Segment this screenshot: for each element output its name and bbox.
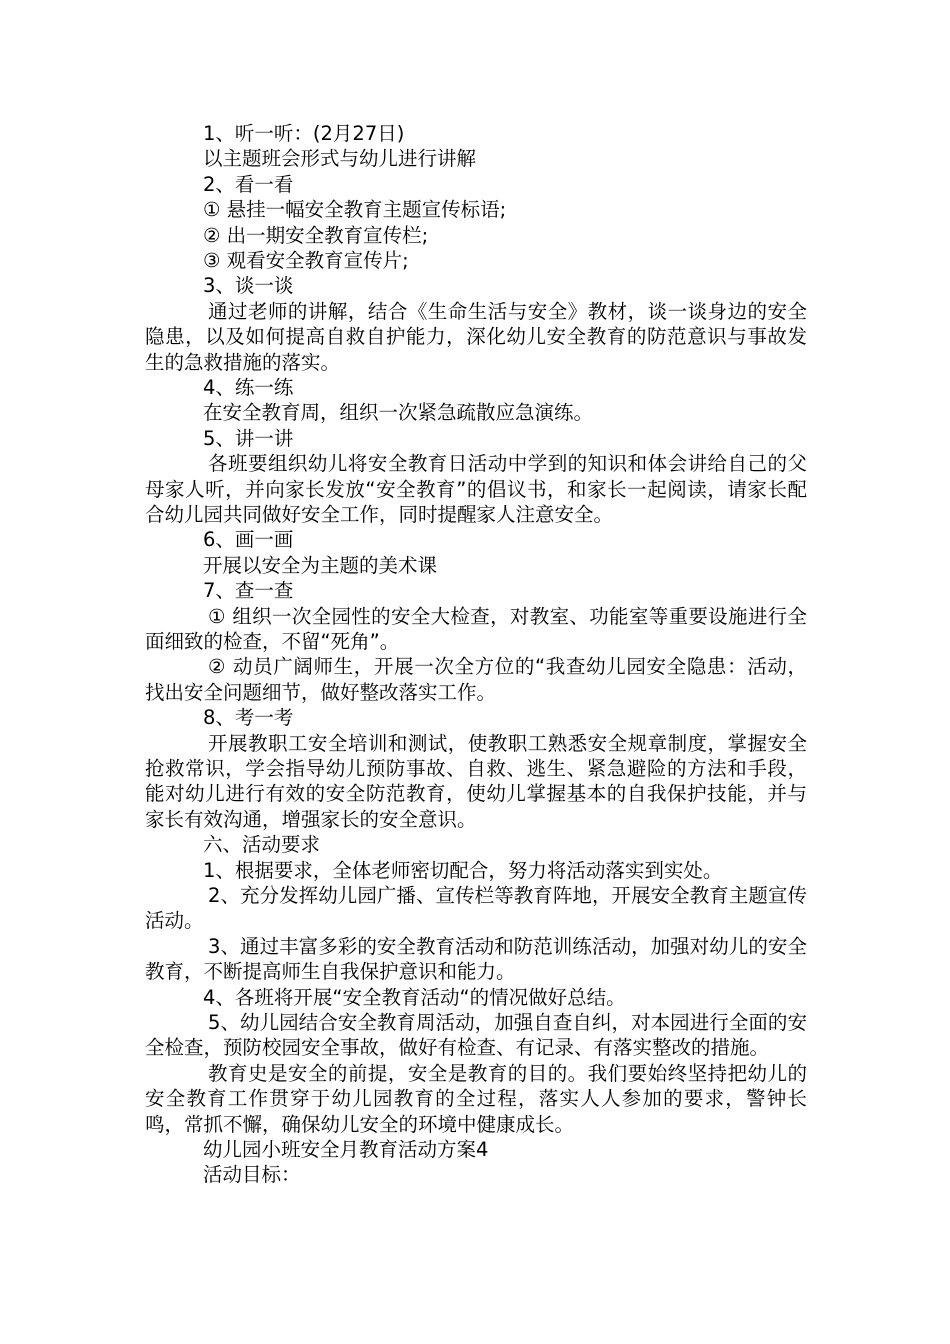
- paragraph: 3、通过丰富多彩的安全教育活动和防范训练活动，加强对幼儿的安全教育，不断提高师生自我保护意识和能力。: [145, 934, 807, 984]
- paragraph: 开展教职工安全培训和测试，使教职工熟悉安全规章制度，掌握安全抢救常识，学会指导幼儿预防事故、自救、逃生、紧急避险的方法和手段，能对幼儿进行有效的安全防范教育，使幼儿掌握基本的自我保护技能，并与家长有效沟通，增强家长的安全意识。: [145, 731, 807, 831]
- paragraph: ② 动员广阔师生，开展一次全方位的“我查幼儿园安全隐患：活动，找出安全问题细节，做好整改落实工作。: [145, 655, 807, 704]
- paragraph: 2、充分发挥幼儿园广播、宣传栏等教育阵地，开展安全教育主题宣传活动。: [145, 883, 807, 933]
- text-line: 1、听一听：(2月27日): [203, 122, 405, 145]
- document-body: [145, 121, 807, 1188]
- text-line: 3、谈一谈: [203, 274, 294, 298]
- text-line: 幼儿园小班安全月教育活动方案4: [203, 1137, 489, 1161]
- text-line: 以主题班会形式与幼儿进行讲解: [203, 147, 477, 171]
- text-line: ③ 观看安全教育宣传片;: [203, 248, 409, 272]
- paragraph: 各班要组织幼儿将安全教育日活动中学到的知识和体会讲给自己的父母家人听，并向家长发放“安全教育”的倡议书，和家长一起阅读，请家长配合幼儿园共同做好安全工作，同时提醒家人注意安全。: [145, 452, 807, 526]
- paragraph: 5、幼儿园结合安全教育周活动，加强自查自纠，对本园进行全面的安全检查，预防校园安全事故，做好有检查、有记录、有落实整改的措施。: [145, 1010, 807, 1060]
- text-line: 开展以安全为主题的美术课: [203, 553, 438, 577]
- text-line: 六、活动要求: [203, 833, 321, 857]
- paragraph: 通过老师的讲解，结合《生命生活与安全》教材，谈一谈身边的安全隐患，以及如何提高自救自护能力，深化幼儿安全教育的防范意识与事故发生的急救措施的落实。: [145, 299, 807, 374]
- paragraph: ① 组织一次全园性的安全大检查，对教室、功能室等重要设施进行全面细致的检查，不留“死角”。: [145, 604, 807, 653]
- text-line: 4、各班将开展“安全教育活动“的情况做好总结。: [203, 985, 626, 1009]
- text-line: 6、画一画: [203, 528, 294, 552]
- text-line: ① 悬挂一幅安全教育主题宣传标语;: [203, 198, 507, 222]
- text-line: 活动目标：: [203, 1163, 301, 1187]
- paragraph: 教育史是安全的前提，安全是教育的目的。我们要始终坚持把幼儿的安全教育工作贯穿于幼儿园教育的全过程，落实人人参加的要求，警钟长鸣，常抓不懈，确保幼儿安全的环境中健康成长。: [145, 1061, 807, 1136]
- text-line: ② 出一期安全教育宣传栏;: [203, 223, 429, 247]
- text-line: 7、查一查: [203, 579, 294, 603]
- text-line: 4、练一练: [203, 375, 294, 399]
- text-line: 2、看一看: [203, 172, 294, 196]
- text-line: 在安全教育周，组织一次紧急疏散应急演练。: [203, 401, 594, 425]
- text-line: 8、考一考: [203, 706, 294, 730]
- text-line: 5、讲一讲: [203, 426, 294, 450]
- text-line: 1、根据要求，全体老师密切配合，努力将活动落实到实处。: [203, 858, 723, 882]
